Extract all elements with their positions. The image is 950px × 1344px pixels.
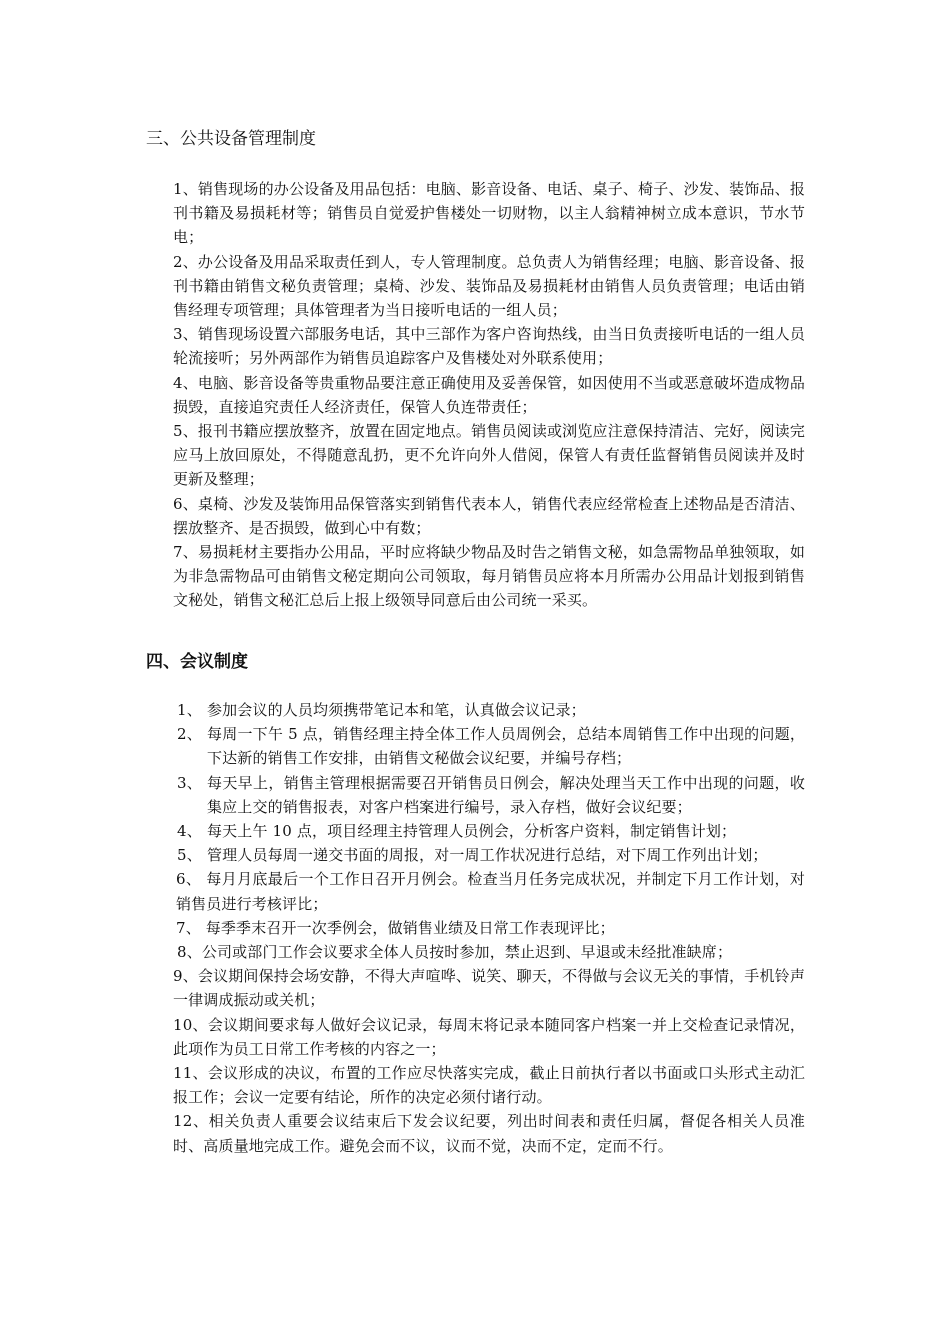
section-3-item-7: 7、易损耗材主要指办公用品，平时应将缺少物品及时告之销售文秘，如急需物品单独领取，如为非急需物品可由销售文秘定期向公司领取，每月销售员应将本月所需办公用品计划报到销售文秘处，销售文秘汇总后上报上级领导同意后由公司统一采买。 [173, 543, 805, 610]
section-3-item-2: 2、办公设备及用品采取责任到人，专人管理制度。总负责人为销售经理；电脑、影音设备、报刊书籍由销售文秘负责管理；桌椅、沙发、装饰品及易损耗材由销售人员负责管理；电话由销售经理专项管理；具体管理者为当日接听电话的一组人员； [173, 252, 805, 320]
section-3-item-5: 5、报刊书籍应摆放整齐，放置在固定地点。销售员阅读或浏览应注意保持清洁、完好，阅读完应马上放回原处，不得随意乱扔，更不允许向外人借阅，保管人有责任监督销售员阅读并及时更新及整理； [173, 422, 805, 489]
section-3-item-4: 4、电脑、影音设备等贵重物品要注意正确使用及妥善保管，如因使用不当或恶意破坏造成物品损毁，直接追究责任人经济责任，保管人负连带责任； [173, 373, 805, 416]
item-text: 每周一下午 5 点，销售经理主持全体工作人员周例会，总结本周销售工作中出现的问题，下达新的销售工作安排，由销售文秘做会议纪要，并编号存档； [207, 725, 805, 768]
section-4-item-6: 6、 每月月底最后一个工作日召开月例会。检查当月任务完成状况，并制定下月工作计划，对销售员进行考核评比； [176, 870, 805, 913]
section-4-item-3 [173, 771, 805, 819]
item-number: 4、 [177, 822, 202, 841]
section-4-item-8: 8、公司或部门工作会议要求全体人员按时参加，禁止迟到、早退或未经批准缺席； [177, 943, 733, 962]
section-4-item-9: 9、会议期间保持会场安静，不得大声喧哗、说笑、聊天，不得做与会议无关的事情，手机铃声一律调成振动或关机； [173, 967, 805, 1010]
item-text: 管理人员每周一递交书面的周报，对一周工作状况进行总结，对下周工作列出计划； [207, 846, 768, 865]
item-number: 3、 [177, 773, 202, 792]
item-text: 每天早上，销售主管理根据需要召开销售员日例会，解决处理当天工作中出现的问题，收集应上交的销售报表，对客户档案进行编号，录入存档，做好会议纪要； [207, 773, 805, 816]
item-number: 5、 [177, 846, 202, 865]
section-4-item-4 [173, 819, 805, 843]
section-4-item-10: 10、会议期间要求每人做好会议记录，每周末将记录本随同客户档案一并上交检查记录情况，此项作为员工日常工作考核的内容之一； [173, 1015, 805, 1058]
section-4-item-7: 7、 每季季末召开一次季例会，做销售业绩及日常工作表现评比； [176, 918, 615, 937]
section-4-item-5 [173, 843, 805, 867]
section-4-item-2 [173, 722, 805, 770]
section-3-body [173, 177, 805, 613]
item-number: 2、 [177, 725, 202, 744]
section-3-item-3: 3、销售现场设置六部服务电话，其中三部作为客户咨询热线，由当日负责接听电话的一组人员轮流接听；另外两部作为销售员追踪客户及售楼处对外联系使用； [173, 325, 805, 368]
section-4-item-12: 12、相关负责人重要会议结束后下发会议纪要，列出时间表和责任归属，督促各相关人员准时、高质量地完成工作。避免会而不议，议而不觉，决而不定，定而不行。 [173, 1112, 805, 1155]
item-text: 参加会议的人员均须携带笔记本和笔，认真做会议记录； [207, 701, 586, 719]
section-4-body [173, 698, 805, 1158]
section-3-item-6: 6、桌椅、沙发及装饰用品保管落实到销售代表本人，销售代表应经常检查上述物品是否清洁、摆放整齐、是否损毁，做到心中有数； [173, 494, 805, 537]
section-3-item-1: 1、销售现场的办公设备及用品包括：电脑、影音设备、电话、桌子、椅子、沙发、装饰品、报刊书籍及易损耗材等；销售员自觉爱护售楼处一切财物，以主人翁精神树立成本意识，节水节电； [173, 180, 805, 247]
section-4-title: 四、会议制度 [146, 652, 248, 672]
item-text: 每天上午 10 点，项目经理主持管理人员例会，分析客户资料，制定销售计划； [207, 822, 737, 841]
item-number: 1、 [177, 701, 202, 719]
section-4-item-11: 11、会议形成的决议，布置的工作应尽快落实完成，截止日前执行者以书面或口头形式主动汇报工作；会议一定要有结论，所作的决定必须付诸行动。 [173, 1064, 805, 1107]
section-3-title: 三、公共设备管理制度 [146, 129, 316, 149]
section-4-item-1 [173, 698, 805, 722]
